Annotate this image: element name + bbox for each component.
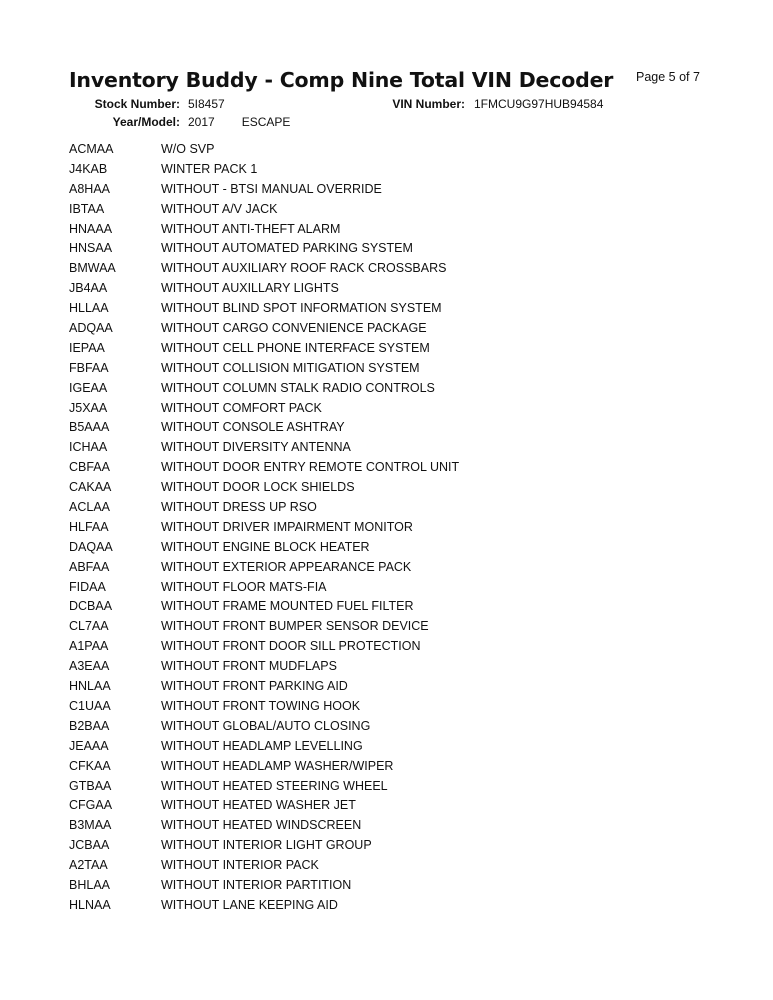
- option-code: B2BAA: [69, 718, 110, 733]
- option-description: WITHOUT FRONT MUDFLAPS: [161, 659, 337, 674]
- list-item: [69, 657, 459, 677]
- option-code: IGEAA: [69, 380, 108, 395]
- list-item: [69, 478, 459, 498]
- option-code: ICHAA: [69, 440, 108, 455]
- list-item: [69, 339, 459, 359]
- stock-number-label: Stock Number:: [94, 97, 180, 111]
- list-item: [69, 279, 459, 299]
- list-item: [69, 259, 459, 279]
- option-description: WITHOUT BLIND SPOT INFORMATION SYSTEM: [161, 301, 442, 316]
- list-item: [69, 418, 459, 438]
- option-description: WITHOUT INTERIOR LIGHT GROUP: [161, 838, 372, 853]
- list-item: [69, 299, 459, 319]
- option-code: FBFAA: [69, 360, 109, 375]
- option-description: WITHOUT COMFORT PACK: [161, 400, 322, 415]
- list-item: [69, 239, 459, 259]
- option-description: WITHOUT COLUMN STALK RADIO CONTROLS: [161, 380, 435, 395]
- option-code: A8HAA: [69, 181, 110, 196]
- option-description: WITHOUT ANTI-THEFT ALARM: [161, 221, 341, 236]
- vin-number-value: 1FMCU9G97HUB94584: [474, 97, 604, 111]
- option-code: CFGAA: [69, 798, 113, 813]
- option-code: IEPAA: [69, 340, 105, 355]
- list-item: [69, 737, 459, 757]
- option-code: J4KAB: [69, 161, 108, 176]
- list-item: [69, 518, 459, 538]
- list-item: [69, 200, 459, 220]
- option-description: WITHOUT INTERIOR PARTITION: [161, 877, 352, 892]
- vin-number-row: [385, 97, 603, 111]
- option-code: HLFAA: [69, 519, 109, 534]
- option-description: WITHOUT AUXILIARY ROOF RACK CROSSBARS: [161, 261, 447, 276]
- option-code: B3MAA: [69, 818, 112, 833]
- option-code: HNAAA: [69, 221, 113, 236]
- list-item: [69, 359, 459, 379]
- option-code: ACMAA: [69, 142, 114, 156]
- option-code: CBFAA: [69, 460, 110, 475]
- list-item: [69, 319, 459, 339]
- list-item: [69, 180, 459, 200]
- list-item: [69, 438, 459, 458]
- list-item: [69, 677, 459, 697]
- option-description: W/O SVP: [161, 142, 215, 156]
- option-description: WITHOUT COLLISION MITIGATION SYSTEM: [161, 360, 420, 375]
- list-item: [69, 538, 459, 558]
- vin-number-label: VIN Number:: [392, 97, 465, 111]
- option-description: WITHOUT FRONT PARKING AID: [161, 679, 348, 694]
- list-item: [69, 220, 459, 240]
- list-item: [69, 140, 459, 160]
- list-item: [69, 597, 459, 617]
- option-code: CFKAA: [69, 758, 111, 773]
- option-description: WITHOUT EXTERIOR APPEARANCE PACK: [161, 559, 412, 574]
- list-item: [69, 896, 459, 916]
- list-item: [69, 160, 459, 180]
- option-code: ACLAA: [69, 500, 110, 515]
- option-code: C1UAA: [69, 698, 111, 713]
- page-number: Page 5 of 7: [636, 70, 700, 84]
- option-description: WITHOUT ENGINE BLOCK HEATER: [161, 539, 370, 554]
- stock-number-value: 5I8457: [188, 97, 225, 111]
- option-description: WITHOUT CELL PHONE INTERFACE SYSTEM: [161, 340, 430, 355]
- list-item: [69, 777, 459, 797]
- option-description: WITHOUT HEATED STEERING WHEEL: [161, 778, 388, 793]
- option-code: CL7AA: [69, 619, 109, 634]
- option-description: WITHOUT HEATED WASHER JET: [161, 798, 356, 813]
- list-item: [69, 578, 459, 598]
- document-title: Inventory Buddy - Comp Nine Total VIN Decoder: [69, 68, 614, 92]
- option-description: WITHOUT FRONT BUMPER SENSOR DEVICE: [161, 619, 429, 634]
- option-description: WITHOUT HEADLAMP WASHER/WIPER: [161, 758, 394, 773]
- list-item: [69, 399, 459, 419]
- option-code: J5XAA: [69, 400, 108, 415]
- list-item: [69, 697, 459, 717]
- list-item: [69, 558, 459, 578]
- option-description: WITHOUT DOOR LOCK SHIELDS: [161, 480, 355, 495]
- list-item: [69, 876, 459, 896]
- option-description: WITHOUT A/V JACK: [161, 201, 278, 216]
- option-description: WITHOUT FRAME MOUNTED FUEL FILTER: [161, 599, 414, 614]
- list-item: [69, 717, 459, 737]
- option-description: WITHOUT INTERIOR PACK: [161, 858, 319, 873]
- option-code: ADQAA: [69, 321, 113, 336]
- year-model-row: [94, 115, 290, 129]
- option-description: WITHOUT FRONT TOWING HOOK: [161, 698, 361, 713]
- option-code: A1PAA: [69, 639, 109, 654]
- option-description: WITHOUT AUTOMATED PARKING SYSTEM: [161, 241, 413, 256]
- list-item: [69, 816, 459, 836]
- option-code: JCBAA: [69, 838, 110, 853]
- list-item: [69, 836, 459, 856]
- list-item: [69, 379, 459, 399]
- option-code: BHLAA: [69, 877, 110, 892]
- option-code-list: [69, 140, 459, 916]
- list-item: [69, 458, 459, 478]
- option-code: ABFAA: [69, 559, 110, 574]
- option-description: WITHOUT GLOBAL/AUTO CLOSING: [161, 718, 371, 733]
- option-code: DAQAA: [69, 539, 113, 554]
- option-description: WITHOUT DRIVER IMPAIRMENT MONITOR: [161, 519, 413, 534]
- option-code: A2TAA: [69, 858, 108, 873]
- option-code: BMWAA: [69, 261, 116, 276]
- option-code: GTBAA: [69, 778, 112, 793]
- stock-number-row: [94, 97, 225, 111]
- option-description: WITHOUT DRESS UP RSO: [161, 500, 317, 515]
- option-code: FIDAA: [69, 579, 106, 594]
- model-value: ESCAPE: [241, 115, 291, 129]
- option-description: WITHOUT DOOR ENTRY REMOTE CONTROL UNIT: [161, 460, 460, 475]
- option-code: HLLAA: [69, 301, 109, 316]
- option-code: DCBAA: [69, 599, 113, 614]
- option-code: HLNAA: [69, 897, 111, 912]
- list-item: [69, 498, 459, 518]
- option-code: CAKAA: [69, 480, 112, 495]
- list-item: [69, 637, 459, 657]
- option-description: WITHOUT CONSOLE ASHTRAY: [161, 420, 345, 435]
- option-code: HNLAA: [69, 679, 111, 694]
- option-description: WITHOUT DIVERSITY ANTENNA: [161, 440, 351, 455]
- list-item: [69, 856, 459, 876]
- option-description: WITHOUT CARGO CONVENIENCE PACKAGE: [161, 321, 427, 336]
- option-code: JEAAA: [69, 738, 109, 753]
- option-code: A3EAA: [69, 659, 110, 674]
- option-description: WITHOUT HEATED WINDSCREEN: [161, 818, 362, 833]
- option-description: WITHOUT HEADLAMP LEVELLING: [161, 738, 363, 753]
- year-model-label: Year/Model:: [112, 115, 180, 129]
- list-item: [69, 617, 459, 637]
- option-code: JB4AA: [69, 281, 108, 296]
- list-item: [69, 796, 459, 816]
- option-description: WITHOUT AUXILLARY LIGHTS: [161, 281, 339, 296]
- year-value: 2017: [188, 115, 215, 129]
- option-description: WITHOUT FLOOR MATS-FIA: [161, 579, 327, 594]
- list-item: [69, 757, 459, 777]
- option-description: WINTER PACK 1: [161, 161, 258, 176]
- option-code: IBTAA: [69, 201, 105, 216]
- option-code: HNSAA: [69, 241, 113, 256]
- option-description: WITHOUT FRONT DOOR SILL PROTECTION: [161, 639, 421, 654]
- option-description: WITHOUT LANE KEEPING AID: [161, 897, 338, 912]
- option-description: WITHOUT - BTSI MANUAL OVERRIDE: [161, 181, 382, 196]
- option-code: B5AAA: [69, 420, 110, 435]
